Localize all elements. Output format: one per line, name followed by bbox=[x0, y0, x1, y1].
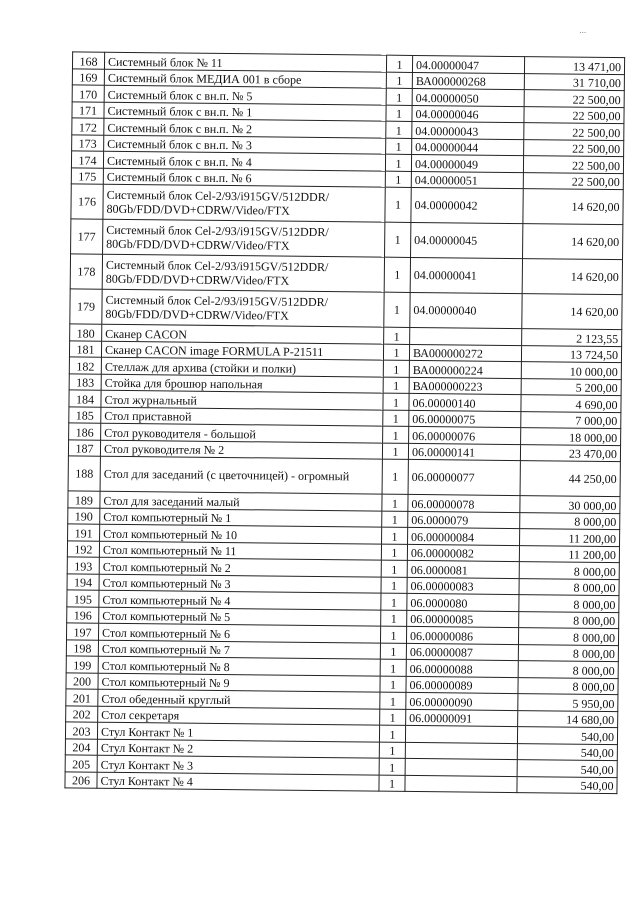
inventory-code bbox=[405, 758, 517, 776]
table-row bbox=[71, 219, 623, 260]
item-quantity: 1 bbox=[380, 659, 406, 676]
item-amount: 23 470,00 bbox=[520, 444, 620, 462]
item-name: Системный блок Cel-2/93/i915GV/512DDR/ 80Gb/FDD/DVD+CDRW/Video/FTX bbox=[103, 219, 385, 257]
item-amount: 8 000,00 bbox=[519, 562, 619, 580]
item-amount: 14 680,00 bbox=[518, 710, 618, 728]
inventory-code: 06.00000078 bbox=[408, 494, 520, 512]
item-name: Системный блок с вн.п. № 1 bbox=[104, 102, 386, 121]
item-quantity: 1 bbox=[380, 709, 406, 726]
row-number: 176 bbox=[71, 184, 103, 219]
row-number: 170 bbox=[72, 85, 104, 102]
item-amount: 8 000,00 bbox=[518, 661, 618, 679]
inventory-code: ВА000000224 bbox=[409, 360, 521, 378]
item-name: Стул Контакт № 2 bbox=[97, 739, 379, 758]
item-quantity: 1 bbox=[384, 327, 410, 344]
inventory-code: 06.0000081 bbox=[407, 560, 519, 578]
item-quantity: 1 bbox=[381, 560, 407, 577]
item-quantity: 1 bbox=[379, 725, 405, 742]
inventory-code: ВА000000223 bbox=[409, 377, 521, 395]
item-amount: 540,00 bbox=[517, 727, 617, 745]
row-number: 206 bbox=[65, 771, 97, 788]
row-number: 173 bbox=[72, 134, 104, 151]
item-name: Системный блок Cel-2/93/i915GV/512DDR/ 80Gb/FDD/DVD+CDRW/Video/FTX bbox=[102, 289, 384, 327]
item-amount: 22 500,00 bbox=[523, 172, 623, 190]
item-amount: 8 000,00 bbox=[519, 611, 619, 629]
row-number: 196 bbox=[67, 606, 99, 623]
item-quantity: 1 bbox=[385, 187, 411, 222]
inventory-code: 06.00000085 bbox=[407, 610, 519, 628]
item-amount: 13 471,00 bbox=[524, 57, 624, 75]
item-name: Системный блок МЕДИА 001 в сборе bbox=[104, 69, 386, 88]
row-number: 190 bbox=[68, 507, 100, 524]
item-amount: 540,00 bbox=[517, 776, 617, 794]
row-number: 180 bbox=[70, 324, 102, 341]
item-amount: 22 500,00 bbox=[524, 139, 624, 157]
row-number: 185 bbox=[69, 406, 101, 423]
item-amount: 14 620,00 bbox=[523, 224, 623, 260]
row-number: 174 bbox=[71, 151, 103, 168]
table-row bbox=[70, 289, 622, 330]
item-name: Сканер CACON bbox=[102, 324, 384, 343]
item-quantity: 1 bbox=[379, 742, 405, 759]
item-quantity: 1 bbox=[383, 377, 409, 394]
item-quantity: 1 bbox=[382, 527, 408, 544]
item-amount: 44 250,00 bbox=[520, 461, 620, 497]
inventory-code: 06.00000083 bbox=[407, 577, 519, 595]
item-amount: 540,00 bbox=[517, 743, 617, 761]
row-number: 197 bbox=[67, 623, 99, 640]
item-quantity: 1 bbox=[380, 676, 406, 693]
inventory-code: ВА000000268 bbox=[412, 72, 524, 90]
item-name: Стойка для брошюр напольная bbox=[101, 374, 383, 393]
item-name: Стол руководителя № 2 bbox=[100, 440, 382, 459]
item-quantity: 1 bbox=[380, 626, 406, 643]
item-amount: 8 000,00 bbox=[518, 644, 618, 662]
item-name: Системный блок с вн.п. № 3 bbox=[104, 135, 386, 154]
row-number: 191 bbox=[68, 524, 100, 541]
item-amount: 22 500,00 bbox=[524, 106, 624, 124]
item-quantity: 1 bbox=[386, 88, 412, 105]
row-number: 188 bbox=[68, 456, 100, 491]
row-number: 181 bbox=[69, 340, 101, 357]
item-name: Стол компьютерный № 1 bbox=[100, 508, 382, 527]
item-amount: 7 000,00 bbox=[521, 411, 621, 429]
item-name: Стол обеденный круглый bbox=[98, 689, 380, 708]
item-quantity: 1 bbox=[379, 775, 405, 792]
item-quantity: 1 bbox=[383, 426, 409, 443]
row-number: 187 bbox=[68, 439, 100, 456]
item-name: Стеллаж для архива (стойки и полки) bbox=[101, 357, 383, 376]
item-quantity: 1 bbox=[381, 610, 407, 627]
item-quantity: 1 bbox=[381, 593, 407, 610]
item-amount: 11 200,00 bbox=[520, 529, 620, 547]
inventory-code: 06.00000084 bbox=[408, 527, 520, 545]
row-number: 205 bbox=[65, 755, 97, 772]
item-name: Стул Контакт № 3 bbox=[97, 755, 379, 774]
row-number: 186 bbox=[69, 423, 101, 440]
inventory-code: 06.00000089 bbox=[406, 676, 518, 694]
item-quantity: 1 bbox=[384, 292, 410, 327]
item-quantity: 1 bbox=[386, 72, 412, 89]
row-number: 177 bbox=[71, 219, 103, 254]
item-amount: 5 200,00 bbox=[521, 378, 621, 396]
item-amount: 5 950,00 bbox=[518, 694, 618, 712]
item-amount: 22 500,00 bbox=[523, 156, 623, 174]
item-quantity: 1 bbox=[380, 692, 406, 709]
row-number: 203 bbox=[65, 722, 97, 739]
item-amount: 2 123,55 bbox=[522, 329, 622, 347]
item-amount: 14 620,00 bbox=[522, 294, 622, 330]
item-name: Системный блок с вн.п. № 6 bbox=[103, 168, 385, 187]
item-name: Системный блок с вн.п. № 2 bbox=[104, 118, 386, 137]
inventory-code bbox=[405, 775, 517, 793]
item-quantity: 1 bbox=[381, 544, 407, 561]
row-number: 194 bbox=[67, 573, 99, 590]
corner-mark: ... bbox=[579, 24, 587, 35]
inventory-code: 04.00000051 bbox=[411, 171, 523, 189]
item-name: Стол компьютерный № 2 bbox=[99, 557, 381, 576]
item-name: Стол руководителя - большой bbox=[101, 423, 383, 442]
item-quantity: 1 bbox=[382, 459, 408, 494]
item-name: Стол компьютерный № 6 bbox=[99, 623, 381, 642]
item-amount: 30 000,00 bbox=[520, 496, 620, 514]
table-row bbox=[70, 254, 622, 295]
item-quantity: 1 bbox=[383, 393, 409, 410]
row-number: 201 bbox=[66, 689, 98, 706]
item-amount: 8 000,00 bbox=[518, 628, 618, 646]
item-name: Системный блок Cel-2/93/i915GV/512DDR/ 80Gb/FDD/DVD+CDRW/Video/FTX bbox=[103, 184, 385, 222]
inventory-code: 06.0000079 bbox=[408, 511, 520, 529]
item-name: Стол компьютерный № 7 bbox=[98, 640, 380, 659]
row-number: 168 bbox=[72, 52, 104, 69]
item-amount: 8 000,00 bbox=[520, 512, 620, 530]
inventory-table-body bbox=[65, 52, 625, 794]
item-amount: 31 710,00 bbox=[524, 73, 624, 91]
item-name: Стол приставной bbox=[101, 407, 383, 426]
inventory-code: 04.00000045 bbox=[411, 222, 523, 258]
item-amount: 540,00 bbox=[517, 760, 617, 778]
item-amount: 8 000,00 bbox=[518, 677, 618, 695]
item-quantity: 1 bbox=[383, 360, 409, 377]
inventory-code: 06.00000091 bbox=[406, 709, 518, 727]
item-name: Стол для заседаний (с цветочницей) - огромный bbox=[100, 456, 382, 494]
item-amount: 4 690,00 bbox=[521, 395, 621, 413]
item-name: Стол компьютерный № 11 bbox=[99, 541, 381, 560]
item-quantity: 1 bbox=[386, 105, 412, 122]
item-name: Стол компьютерный № 8 bbox=[98, 656, 380, 675]
inventory-code: 04.00000041 bbox=[410, 257, 522, 293]
item-quantity: 1 bbox=[385, 171, 411, 188]
item-quantity: 1 bbox=[386, 138, 412, 155]
row-number: 202 bbox=[66, 705, 98, 722]
inventory-code: 06.00000075 bbox=[409, 410, 521, 428]
row-number: 184 bbox=[69, 390, 101, 407]
item-name: Системный блок Cel-2/93/i915GV/512DDR/ 80Gb/FDD/DVD+CDRW/Video/FTX bbox=[102, 254, 384, 292]
inventory-code: 04.00000040 bbox=[410, 292, 522, 328]
item-quantity: 1 bbox=[385, 222, 411, 257]
row-number: 189 bbox=[68, 491, 100, 508]
inventory-code: 06.00000087 bbox=[406, 643, 518, 661]
item-quantity: 1 bbox=[382, 494, 408, 511]
item-amount: 8 000,00 bbox=[519, 578, 619, 596]
row-number: 178 bbox=[70, 254, 102, 289]
inventory-code: 04.00000050 bbox=[412, 88, 524, 106]
inventory-code: 04.00000044 bbox=[412, 138, 524, 156]
inventory-code bbox=[405, 742, 517, 760]
item-name: Стол компьютерный № 5 bbox=[99, 607, 381, 626]
item-quantity: 1 bbox=[380, 643, 406, 660]
item-name: Стол компьютерный № 4 bbox=[99, 590, 381, 609]
inventory-code: 06.00000140 bbox=[409, 393, 521, 411]
item-name: Системный блок с вн.п. № 4 bbox=[103, 151, 385, 170]
item-quantity: 1 bbox=[379, 758, 405, 775]
item-quantity: 1 bbox=[383, 410, 409, 427]
row-number: 183 bbox=[69, 373, 101, 390]
inventory-code: 06.00000086 bbox=[406, 626, 518, 644]
item-name: Системный блок № 11 bbox=[104, 52, 386, 71]
item-quantity: 1 bbox=[382, 443, 408, 460]
row-number: 171 bbox=[72, 101, 104, 118]
row-number: 199 bbox=[66, 656, 98, 673]
item-name: Системный блок с вн.п. № 5 bbox=[104, 85, 386, 104]
row-number: 175 bbox=[71, 167, 103, 184]
item-name: Стол для заседаний малый bbox=[100, 491, 382, 510]
inventory-table bbox=[64, 51, 625, 794]
inventory-code: 06.0000080 bbox=[407, 593, 519, 611]
item-quantity: 1 bbox=[382, 511, 408, 528]
table-row bbox=[71, 184, 623, 225]
item-amount: 14 620,00 bbox=[522, 259, 622, 295]
inventory-code: 04.00000043 bbox=[412, 121, 524, 139]
item-quantity: 1 bbox=[386, 121, 412, 138]
inventory-code: 06.00000088 bbox=[406, 659, 518, 677]
inventory-code: 06.00000141 bbox=[408, 443, 520, 461]
row-number: 192 bbox=[67, 540, 99, 557]
row-number: 200 bbox=[66, 672, 98, 689]
item-quantity: 1 bbox=[383, 344, 409, 361]
item-amount: 22 500,00 bbox=[524, 123, 624, 141]
inventory-code: 04.00000046 bbox=[412, 105, 524, 123]
inventory-code bbox=[410, 327, 522, 345]
row-number: 172 bbox=[72, 118, 104, 135]
row-number: 195 bbox=[67, 590, 99, 607]
row-number: 193 bbox=[67, 557, 99, 574]
item-amount: 8 000,00 bbox=[519, 595, 619, 613]
item-name: Стол компьютерный № 10 bbox=[100, 524, 382, 543]
inventory-code: ВА000000272 bbox=[409, 344, 521, 362]
row-number: 204 bbox=[65, 738, 97, 755]
item-amount: 13 724,50 bbox=[521, 345, 621, 363]
item-amount: 18 000,00 bbox=[521, 428, 621, 446]
table-row bbox=[68, 456, 620, 497]
item-name: Стул Контакт № 1 bbox=[97, 722, 379, 741]
item-name: Стол компьютерный № 9 bbox=[98, 673, 380, 692]
item-amount: 22 500,00 bbox=[524, 90, 624, 108]
inventory-code: 04.00000049 bbox=[411, 154, 523, 172]
inventory-code: 06.00000090 bbox=[406, 692, 518, 710]
item-name: Стол журнальный bbox=[101, 390, 383, 409]
row-number: 182 bbox=[69, 357, 101, 374]
item-quantity: 1 bbox=[386, 55, 412, 72]
row-number: 169 bbox=[72, 68, 104, 85]
item-name: Стол секретаря bbox=[98, 706, 380, 725]
inventory-code: 06.00000082 bbox=[407, 544, 519, 562]
item-amount: 14 620,00 bbox=[523, 189, 623, 225]
row-number: 179 bbox=[70, 289, 102, 324]
inventory-code: 06.00000077 bbox=[408, 459, 520, 495]
item-amount: 11 200,00 bbox=[519, 545, 619, 563]
item-quantity: 1 bbox=[385, 154, 411, 171]
item-name: Стул Контакт № 4 bbox=[97, 772, 379, 791]
inventory-code: 06.00000076 bbox=[409, 426, 521, 444]
item-quantity: 1 bbox=[381, 577, 407, 594]
inventory-code bbox=[405, 725, 517, 743]
item-amount: 10 000,00 bbox=[521, 362, 621, 380]
row-number: 198 bbox=[66, 639, 98, 656]
item-quantity: 1 bbox=[384, 257, 410, 292]
inventory-code: 04.00000047 bbox=[412, 55, 524, 73]
inventory-code: 04.00000042 bbox=[411, 187, 523, 223]
item-name: Сканер CACON image FORMULA P-21511 bbox=[101, 341, 383, 360]
item-name: Стол компьютерный № 3 bbox=[99, 574, 381, 593]
